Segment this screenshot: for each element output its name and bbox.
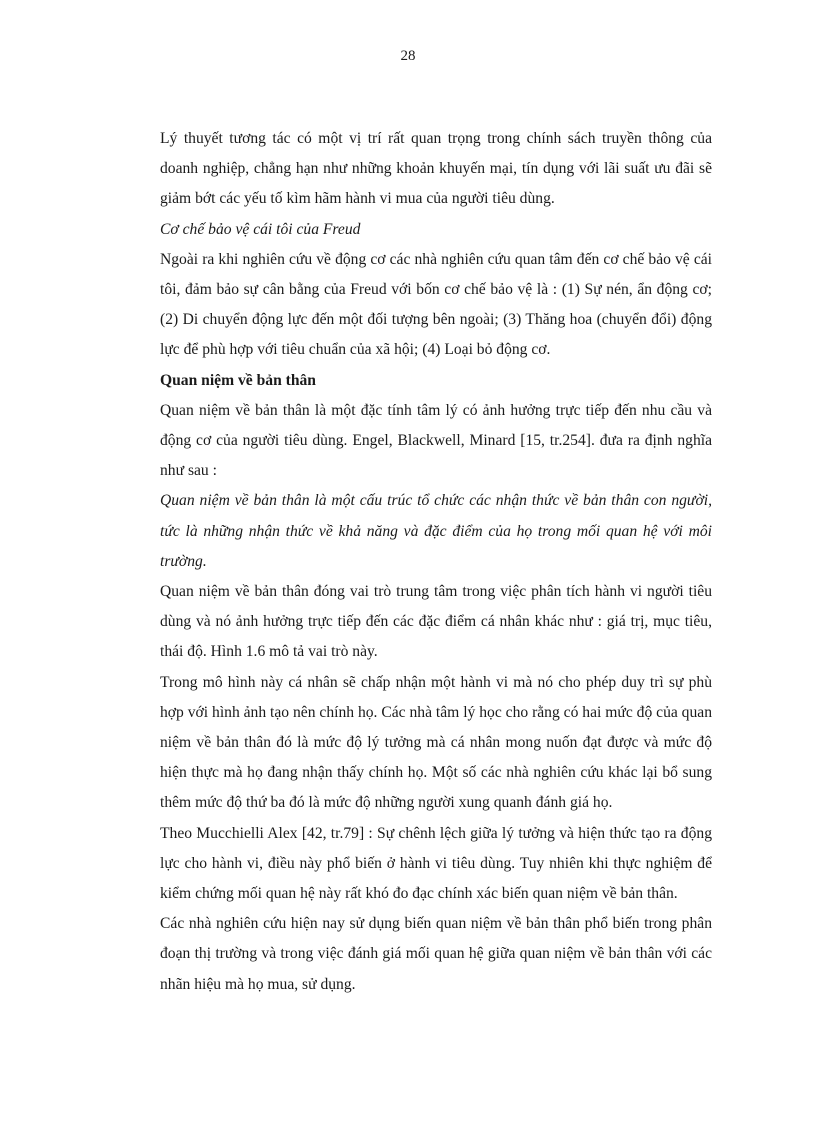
paragraph-current-research: Các nhà nghiên cứu hiện nay sử dụng biến quan niệm về bản thân phổ biến trong phân đoạn thị trường và trong việc đánh giá mối quan hệ giữa quan niệm về bản thân với các nhãn hiệu mà họ mua, sử dụng. [160,915,712,993]
document-body [160,124,712,1000]
paragraph-self-concept-intro: Quan niệm về bản thân là một đặc tính tâm lý có ảnh hưởng trực tiếp đến nhu cầu và động cơ của người tiêu dùng. Engel, Blackwell, Minard [15, tr.254]. đưa ra định nghĩa như sau : [160,401,712,480]
self-concept-definition: Quan niệm về bản thân là một cấu trúc tổ chức các nhận thức về bản thân con người, tức là những nhận thức về khả năng và đặc điểm của họ trong mối quan hệ với môi trường. [160,492,712,570]
paragraph-mucchielli: Theo Mucchielli Alex [42, tr.79] : Sự chênh lệch giữa lý tưởng và hiện thức tạo ra động lực cho hành vi, điều này phổ biến ở hành vi tiêu dùng. Tuy nhiên khi thực nghiệm để kiểm chứng mối quan hệ này rất khó đo đạc chính xác biến quan niệm về bản thân. [160,824,712,903]
paragraph-model-levels: Trong mô hình này cá nhân sẽ chấp nhận một hành vi mà nó cho phép duy trì sự phù hợp với hình ảnh tạo nên chính họ. Các nhà tâm lý học cho rằng có hai mức độ của quan niệm về bản thân đó là mức độ lý tưởng mà cá nhân mong nuốn đạt được và mức độ hiện thực mà họ đang nhận thấy chính họ. Một số các nhà nghiên cứu khác lại bổ sung thêm mức độ thứ ba đó là mức độ những người xung quanh đánh giá họ. [160,673,712,812]
page-number: 28 [400,48,416,64]
subheading-freud-defense: Cơ chế bảo vệ cái tôi của Freud [160,220,361,238]
paragraph-freud-mechanisms: Ngoài ra khi nghiên cứu về động cơ các nhà nghiên cứu quan tâm đến cơ chế bảo vệ cái tôi, đảm bảo sự cân bằng của Freud với bốn cơ chế bảo vệ là : (1) Sự nén, ẩn động cơ; (2) Di chuyển động lực đến một đối tượng bên ngoài; (3) Thăng hoa (chuyển đổi) động lực để phù hợp với tiêu chuẩn của xã hội; (4) Loại bỏ động cơ. [160,250,712,359]
paragraph-self-concept-role: Quan niệm về bản thân đóng vai trò trung tâm trong việc phân tích hành vi người tiêu dùng và nó ảnh hưởng trực tiếp đến các đặc điểm cá nhân khác như : giá trị, mục tiêu, thái độ. Hình 1.6 mô tả vai trò này. [160,583,712,661]
paragraph-interaction-theory: Lý thuyết tương tác có một vị trí rất quan trọng trong chính sách truyền thông của doanh nghiệp, chẳng hạn như những khoản khuyến mại, tín dụng với lãi suất ưu đãi sẽ giảm bớt các yếu tố kìm hãm hành vi mua của người tiêu dùng. [160,130,712,208]
heading-self-concept: Quan niệm về bản thân [160,371,316,389]
